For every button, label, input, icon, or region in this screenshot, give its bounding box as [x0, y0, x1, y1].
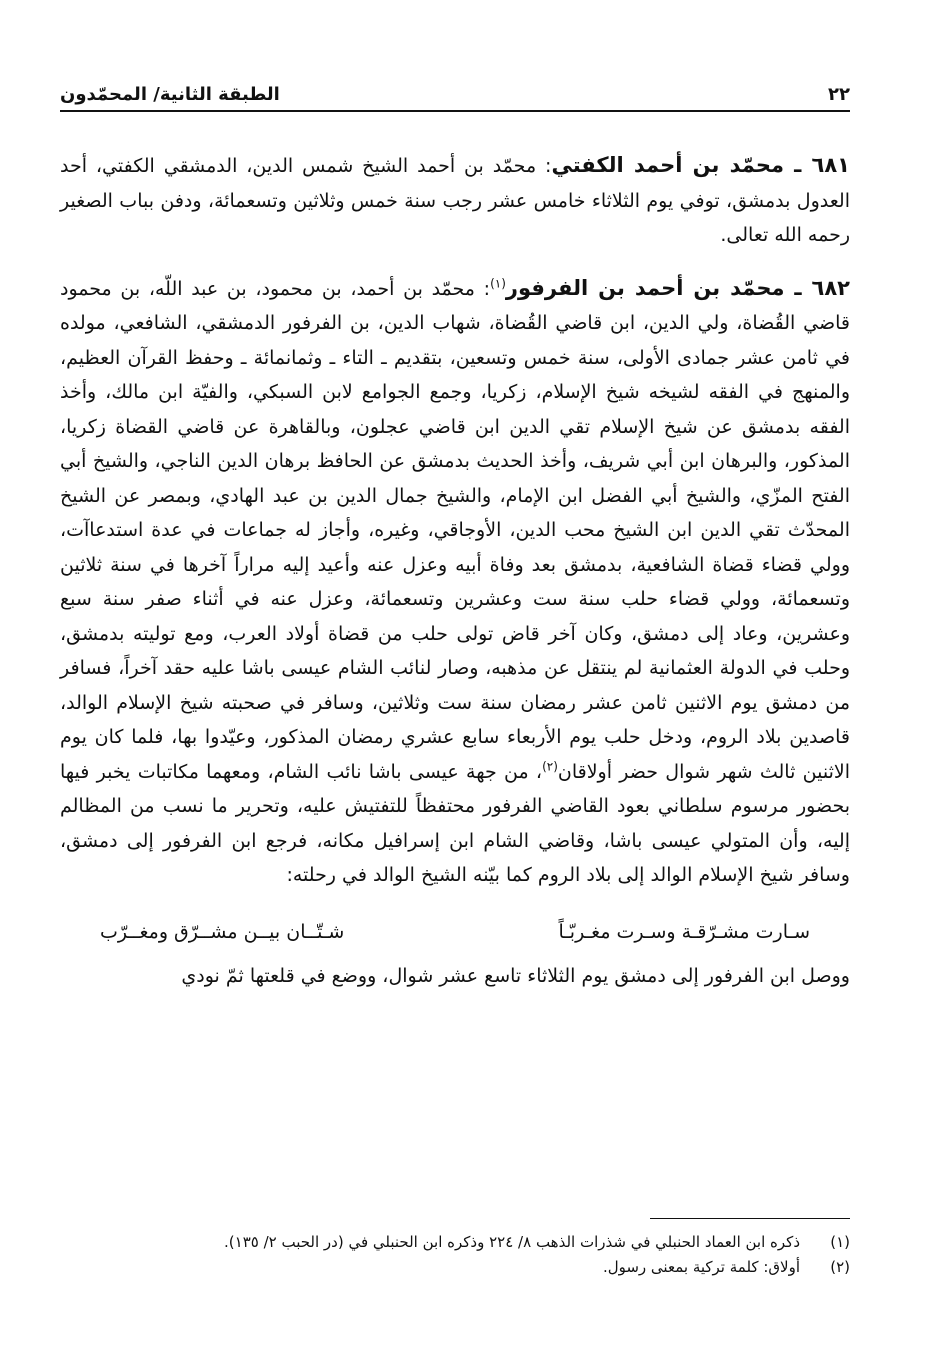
entry-heading: ٦٨١ ـ محمّد بن أحمد الكفتي [551, 153, 850, 177]
continuation-paragraph: ووصل ابن الفرفور إلى دمشق يوم الثلاثاء تاسع عشر شوال، ووضع في قلعتها ثمّ نودي [181, 964, 850, 987]
footnote-marker[interactable]: (١) [490, 276, 506, 291]
footnote-number: (١) [830, 1233, 850, 1251]
footnote-item [60, 1230, 850, 1255]
biography-entry-681 [60, 148, 850, 253]
main-text [60, 148, 850, 993]
entry-heading: ٦٨٢ ـ محمّد بن أحمد بن الفرفور [505, 275, 850, 300]
biography-entry-682 [60, 271, 850, 893]
verse-second-hemistich: شـتّــان بيــن مشــرّق ومغــرّب [100, 920, 345, 943]
poetry-verse [60, 911, 850, 959]
page-number: ٢٢ [828, 84, 850, 105]
header-rule [60, 110, 850, 112]
verse-first-hemistich: سـارت مشـرّقـة وسـرت مغـربّـاً [558, 920, 810, 943]
footnote-number: (٢) [830, 1258, 850, 1276]
footnote-text: أولاق: كلمة تركية بمعنى رسول. [602, 1258, 800, 1276]
footnote-marker[interactable]: (٢) [542, 759, 558, 774]
entry-text: : محمّد بن أحمد الشيخ شمس الدين، الدمشقي الكفتي، أحد العدول بدمشق، توفي يوم الثلاثاء خامس عشر رجب سنة خمس وثلاثين وتسعمائة، ودفن بباب الصغير رحمه الله تعالى. [60, 155, 850, 246]
footnote-text: ذكره ابن العماد الحنبلي في شذرات الذهب ٨/ ٢٢٤ وذكره ابن الحنبلي في (در الحبب ٢/ ١٣٥). [224, 1233, 800, 1251]
footnote-rule [650, 1218, 850, 1219]
entry-text: : محمّد بن أحمد، بن محمود، بن عبد اللّه، بن محمود قاضي القُضاة، ولي الدين، ابن قاضي القُضاة، شهاب الدين، بن الفرفور الدمشقي، الشافعي، مولده في ثامن عشر جمادى الأولى، سنة خمس وتسعين، بتقديم ـ التاء ـ وثمانمائة ـ وحفظ القرآن العظيم، والمنهج في الفقه لشيخه شيخ الإسلام، زكريا، وجمع الجوامع لابن السبكي، والفيّة ابن مالك، وأخذ الفقه بدمشق عن شيخ الإسلام تقي الدين ابن قاضي عجلون، وبالقاهرة عن قاضي القضاة زكريا، المذكور، والبرهان ابن أبي شريف، وأخذ الحديث بدمشق عن الحافظ برهان الدين الناجي، والشيخ أبي الفتح المزّي، والشيخ أبي الفضل ابن الإمام، والشيخ جمال الدين بن عبد الهادي، وبمصر عن الشيخ المحدّث تقي الدين ابن الشيخ محب الدين، الأوجاقي، وغيره، وأجاز له جماعات في عدة استدعاآت، وولي قضاء قضاة الشافعية، بدمشق بعد وفاة أبيه وعزل عنه وأعيد إليه مراراً آخرها في سنة ثلاثين وتسعمائة، وولي قضاء حلب سنة ست وعشرين وتسعمائة، وعزل عنه في أثناء صفر سنة سبع وعشرين، وعاد إلى دمشق، وكان آخر قاض تولى حلب من قضاة أولاد العرب، ومع توليته بدمشق، وحلب في الدولة العثمانية لم ينتقل عن مذهبه، وصار لنائب الشام عيسى باشا عليه حقد آخراً، فسافر من دمشق يوم الاثنين ثامن عشر رمضان سنة ست وثلاثين، وسافر في صحبته شيخ الإسلام الوالد، قاصدين بلاد الروم، ودخل حلب يوم الأربعاء سابع عشري رمضان المذكور، وعيّدوا بها، فلما كان يوم الاثنين ثالث شهر شوال حضر أولاقان [60, 277, 850, 783]
book-page [60, 68, 850, 1328]
footnotes [60, 1230, 850, 1280]
footnote-item [60, 1255, 850, 1280]
entry-text-continued: ، من جهة عيسى باشا نائب الشام، ومعهما مكاتبات يخبر فيها بحضور مرسوم سلطاني بعود القاضي الفرفور محتفظاً للتفتيش عليه، وتحرير ما نسب من المظالم إليه، وأن المتولي عيسى باشا، وقاضي الشام ابن إسرافيل مكانه، فرجع ابن الفرفور إلى دمشق، وسافر شيخ الإسلام الوالد إلى بلاد الروم كما بيّنه الشيخ الوالد في رحلته: [60, 760, 850, 886]
chapter-title: الطبقة الثانية/ المحمّدون [60, 84, 280, 105]
